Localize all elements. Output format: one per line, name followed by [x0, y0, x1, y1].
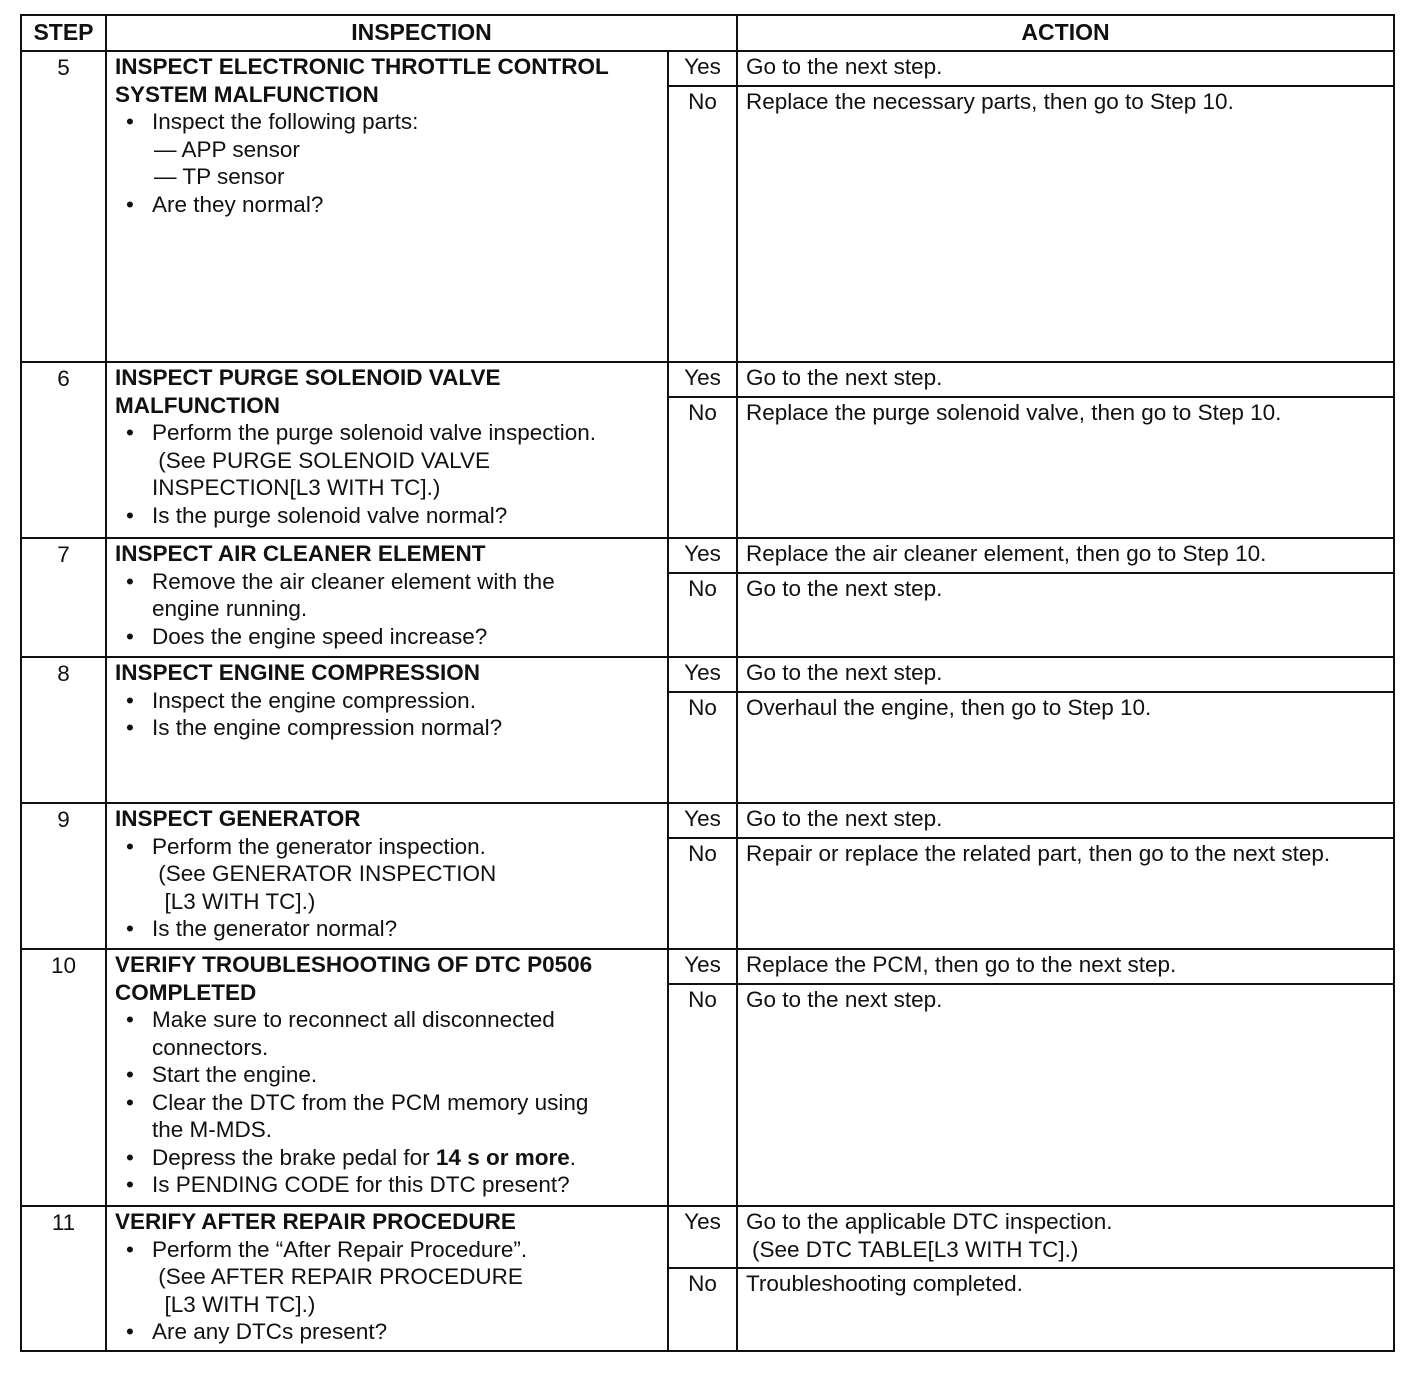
table-row: [21, 1206, 1394, 1268]
inspection-list: [115, 833, 661, 943]
yes-action-text: Replace the PCM, then go to the next step.: [746, 952, 1177, 977]
no-action: [737, 1268, 1394, 1351]
list-item: [115, 108, 661, 191]
inspection-text: Is PENDING CODE for this DTC present?: [152, 1172, 570, 1197]
inspection-cell: [106, 362, 668, 538]
list-item: [115, 1318, 661, 1346]
reference-text: (See PURGE SOLENOID VALVE: [152, 447, 491, 473]
inspection-title: SYSTEM MALFUNCTION: [115, 81, 379, 107]
no-label: No: [668, 397, 737, 538]
no-label: No: [668, 573, 737, 657]
yes-action: [737, 803, 1394, 838]
list-item: [115, 1144, 661, 1172]
list-item: [115, 1006, 661, 1061]
list-item: [115, 915, 661, 943]
table-row: [21, 803, 1394, 838]
yes-action-text: Go to the next step.: [746, 806, 943, 831]
inspection-cell: [106, 51, 668, 362]
step-number: 5: [21, 51, 106, 362]
no-action: [737, 86, 1394, 362]
no-label: No: [668, 984, 737, 1206]
inspection-text: Clear the DTC from the PCM memory using: [152, 1089, 589, 1115]
inspection-list: [115, 419, 661, 529]
yes-action-text: Go to the applicable DTC inspection.: [746, 1209, 1113, 1234]
inspection-title: INSPECT ENGINE COMPRESSION: [115, 660, 481, 685]
step-number: 10: [21, 949, 106, 1206]
reference-text: engine running.: [152, 596, 308, 621]
list-item: [115, 1171, 661, 1199]
step-number: 6: [21, 362, 106, 538]
yes-label: Yes: [668, 538, 737, 573]
no-label: No: [668, 86, 737, 362]
sub-item: — APP sensor: [154, 136, 300, 162]
no-label: No: [668, 692, 737, 803]
header-step: STEP: [21, 15, 106, 51]
list-item: [115, 191, 661, 219]
yes-label: Yes: [668, 803, 737, 838]
yes-action-text: Go to the next step.: [746, 365, 943, 390]
header-row: [21, 15, 1394, 51]
no-label: No: [668, 838, 737, 949]
inspection-list: [115, 108, 661, 218]
step-number: 7: [21, 538, 106, 657]
table-body: [21, 51, 1394, 1351]
inspection-title: COMPLETED: [115, 979, 257, 1005]
step-number: 11: [21, 1206, 106, 1351]
inspection-text-end: .: [569, 1144, 577, 1170]
header-action: ACTION: [737, 15, 1394, 51]
inspection-list: [115, 1006, 661, 1199]
step-number: 9: [21, 803, 106, 949]
inspection-text: Inspect the following parts:: [152, 109, 419, 134]
yes-action-text: Go to the next step.: [746, 54, 943, 79]
reference-text: [L3 WITH TC].): [152, 888, 316, 914]
list-item: [115, 623, 661, 651]
inspection-title: INSPECT ELECTRONIC THROTTLE CONTROL: [115, 54, 609, 79]
step-number: 8: [21, 657, 106, 803]
yes-action: [737, 362, 1394, 397]
inspection-text: Is the engine compression normal?: [152, 715, 503, 740]
no-action-text: Repair or replace the related part, then go to the next step.: [746, 841, 1331, 866]
yes-label: Yes: [668, 51, 737, 86]
list-item: [115, 502, 661, 530]
inspection-text: Perform the purge solenoid valve inspection.: [152, 420, 597, 445]
no-action-text: Go to the next step.: [746, 987, 943, 1012]
no-action: [737, 984, 1394, 1206]
no-action: [737, 692, 1394, 803]
list-item: [115, 714, 661, 742]
inspection-text: Remove the air cleaner element with the: [152, 568, 555, 594]
no-action: [737, 397, 1394, 538]
inspection-text: Perform the “After Repair Procedure”.: [152, 1236, 528, 1262]
no-action: [737, 838, 1394, 949]
inspection-text: Make sure to reconnect all disconnected: [152, 1007, 555, 1032]
yes-action-text: Go to the next step.: [746, 660, 943, 685]
inspection-title: INSPECT AIR CLEANER ELEMENT: [115, 541, 486, 566]
yes-label: Yes: [668, 949, 737, 984]
list-item: [115, 1236, 661, 1319]
yes-label: Yes: [668, 657, 737, 692]
reference-text: (See GENERATOR INSPECTION: [152, 861, 497, 886]
list-item: [115, 419, 661, 502]
list-item: [115, 1061, 661, 1089]
table-row: [21, 538, 1394, 573]
no-action-text: Replace the necessary parts, then go to Step 10.: [746, 89, 1234, 114]
inspection-list: [115, 687, 661, 742]
inspection-list: [115, 568, 661, 651]
inspection-cell: [106, 803, 668, 949]
no-label: No: [668, 1268, 737, 1351]
emphasis-text: 14 s or more: [435, 1144, 570, 1170]
inspection-title: VERIFY TROUBLESHOOTING OF DTC P0506: [115, 952, 593, 977]
inspection-title: MALFUNCTION: [115, 392, 280, 418]
yes-action: [737, 657, 1394, 692]
inspection-cell: [106, 949, 668, 1206]
yes-action: [737, 949, 1394, 984]
reference-text: [L3 WITH TC].): [152, 1291, 316, 1317]
list-item: [115, 568, 661, 623]
inspection-cell: [106, 657, 668, 803]
inspection-title: INSPECT GENERATOR: [115, 806, 361, 831]
reference-text: INSPECTION[L3 WITH TC].): [152, 475, 441, 500]
inspection-cell: [106, 538, 668, 657]
troubleshooting-table: [20, 14, 1395, 1352]
inspection-text: Inspect the engine compression.: [152, 687, 476, 713]
sub-item: — TP sensor: [154, 164, 285, 189]
inspection-text: Depress the brake pedal for: [152, 1144, 436, 1170]
inspection-text: Is the generator normal?: [152, 916, 398, 941]
inspection-text: Perform the generator inspection.: [152, 833, 486, 859]
inspection-text: Are any DTCs present?: [152, 1319, 388, 1344]
yes-action: [737, 51, 1394, 86]
inspection-cell: [106, 1206, 668, 1351]
yes-label: Yes: [668, 362, 737, 397]
list-item: [115, 687, 661, 715]
inspection-title: INSPECT PURGE SOLENOID VALVE: [115, 365, 501, 390]
yes-action-text: Replace the air cleaner element, then go to Step 10.: [746, 541, 1267, 566]
yes-action: [737, 538, 1394, 573]
no-action-text: Go to the next step.: [746, 576, 943, 601]
no-action-text: Replace the purge solenoid valve, then go to Step 10.: [746, 400, 1282, 425]
inspection-text: Does the engine speed increase?: [152, 623, 488, 649]
no-action: [737, 573, 1394, 657]
header-inspection: INSPECTION: [106, 15, 737, 51]
inspection-text: Are they normal?: [152, 191, 324, 217]
reference-text: (See AFTER REPAIR PROCEDURE: [152, 1264, 523, 1289]
reference-text: connectors.: [152, 1034, 269, 1060]
no-action-text: Overhaul the engine, then go to Step 10.: [746, 695, 1152, 720]
yes-action-reference: (See DTC TABLE[L3 WITH TC].): [752, 1236, 1079, 1262]
table-row: [21, 949, 1394, 984]
no-action-text: Troubleshooting completed.: [746, 1271, 1023, 1296]
inspection-list: [115, 1236, 661, 1346]
inspection-text: Is the purge solenoid valve normal?: [152, 502, 508, 528]
list-item: [115, 1089, 661, 1144]
yes-action: [737, 1206, 1394, 1268]
table-row: [21, 51, 1394, 86]
list-item: [115, 833, 661, 916]
table-row: [21, 657, 1394, 692]
inspection-title: VERIFY AFTER REPAIR PROCEDURE: [115, 1209, 516, 1234]
reference-text: the M-MDS.: [152, 1117, 273, 1142]
inspection-text: Start the engine.: [152, 1062, 318, 1087]
yes-label: Yes: [668, 1206, 737, 1268]
table-row: [21, 362, 1394, 397]
